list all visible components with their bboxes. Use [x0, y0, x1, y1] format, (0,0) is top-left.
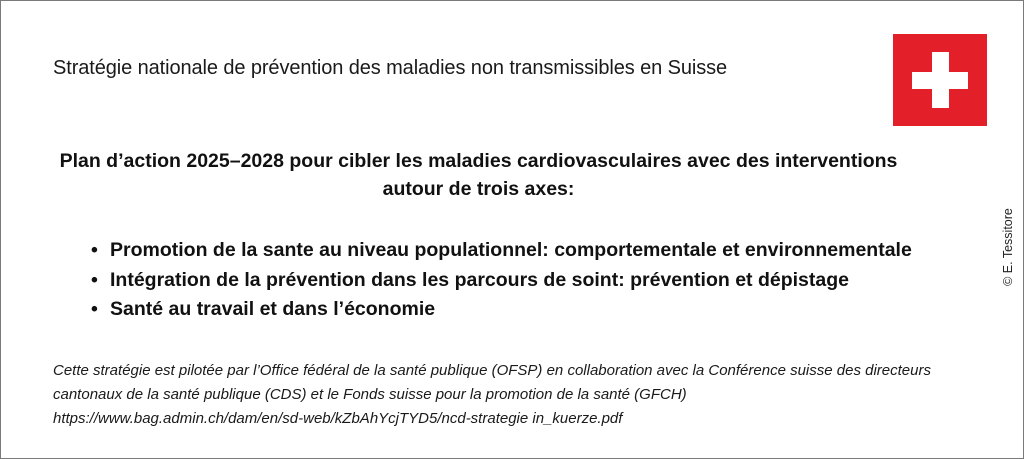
axes-list	[89, 236, 912, 325]
bullet-icon: •	[91, 298, 98, 320]
axis-text: Promotion de la sante au niveau populationnel: comportementale et environnementale	[110, 239, 912, 261]
strategy-title: Stratégie nationale de prévention des maladies non transmissibles en Suisse	[53, 57, 728, 79]
list-item	[89, 236, 912, 266]
list-item	[89, 295, 912, 325]
footnote-line-2: cantonaux de la santé publique (CDS) et le Fonds suisse pour la promotion de la santé (GFCH)	[53, 386, 687, 403]
footnote	[53, 359, 931, 431]
list-item	[89, 266, 912, 296]
axis-text: Santé au travail et dans l’économie	[110, 298, 436, 320]
action-plan-heading	[41, 147, 916, 203]
bullet-icon: •	[91, 239, 98, 261]
footnote-line-1: Cette stratégie est pilotée par l’Office fédéral de la santé publique (OFSP) en collaboration avec la Conférence suisse des directeurs	[53, 362, 931, 379]
bullet-icon: •	[91, 268, 98, 291]
photo-credit: © E. Tessitore	[1001, 208, 1015, 286]
footnote-url: https://www.bag.admin.ch/dam/en/sd-web/kZbAhYcjTYD5/ncd-strategie in_kuerze.pdf	[53, 410, 623, 427]
flag-cross-horizontal	[912, 72, 968, 89]
action-plan-heading-line-1: Plan d’action 2025–2028 pour cibler les maladies cardiovasculaires avec des interventions	[59, 150, 898, 172]
swiss-flag-icon	[893, 34, 987, 126]
action-plan-heading-line-2: autour de trois axes:	[382, 178, 575, 200]
axis-text: Intégration de la prévention dans les parcours de soint: prévention et dépistage	[110, 268, 849, 291]
